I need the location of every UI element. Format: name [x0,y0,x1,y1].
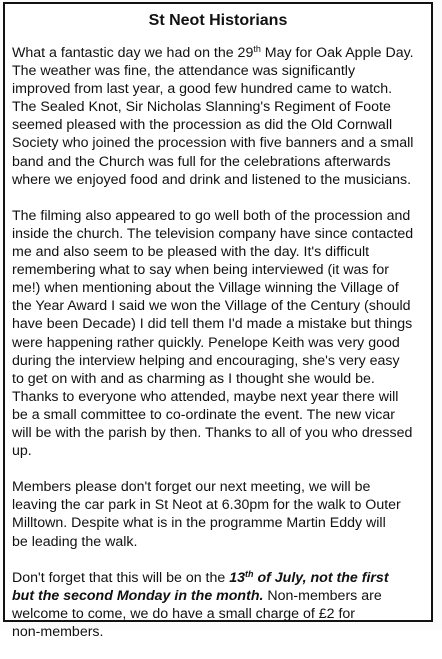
paragraph-date-reminder [12,569,430,641]
text-line: Society who joined the procession with five banners and a small [12,135,414,152]
text-line: be leading the walk. [12,533,138,550]
text-line: but the second Monday in the month. Non-members are [12,587,382,604]
text-line: The filming also appeared to go well both of the procession and [12,207,411,224]
text-line: where we enjoyed food and drink and listened to the musicians. [12,171,412,188]
text-line: me and also seem to be pleased with the day. It's difficult [12,244,370,261]
text-line: up. [12,443,32,460]
text-line: band and the Church was full for the celebrations afterwards [12,153,391,170]
text-line: me!) when mentioning about the Village winning the Village of [12,280,399,297]
text-line: inside the church. The television company have since contacted [12,225,414,242]
text-line: welcome to come, we do have a small charge of £2 for [12,605,356,622]
text-line: The Sealed Knot, Sir Nicholas Slanning's Regiment of Foote [12,99,391,116]
text-line: remembering what to say when being interviewed (it was for [12,262,389,279]
paragraph-filming [12,207,430,460]
text-line: be a small committee to co-ordinate the event. The new vicar [12,406,395,423]
text-line: leaving the car park in St Neot at 6.30pm for the walk to Outer [12,497,401,514]
paragraph-oak-apple-day [12,44,430,189]
text-line: What a fantastic day we had on the 29th May for Oak Apple Day. [12,44,414,61]
text-line: Thanks to everyone who attended, maybe next year there will [12,388,399,405]
newsletter-box [3,2,433,640]
article-body [12,44,430,659]
text-line: to get on with and as charming as I thought she would be. [12,370,375,387]
text-line: Don't forget that this will be on the 13th of July, not the first [12,568,389,586]
paragraph-next-meeting [12,478,430,550]
text-line: Members please don't forget our next meeting, we will be [12,479,371,496]
text-line: will be with the parish by then. Thanks to all of you who dressed [12,424,413,441]
text-line: during the interview helping and encouraging, she's very easy [12,352,400,369]
text-line: were happening rather quickly. Penelope Keith was very good [12,334,400,351]
text-line: improved from last year, a good few hundred came to watch. [12,81,393,98]
text-line: non-members. [12,624,104,640]
page-title: St Neot Historians [148,12,288,29]
text-line: Milltown. Despite what is in the programme Martin Eddy will [12,515,386,532]
text-line: seemed pleased with the procession as did the Old Cornwall [12,117,393,134]
text-line: have been Decade) I did tell them I'd made a mistake but things [12,316,413,333]
text-line: The weather was fine, the attendance was significantly [12,63,356,80]
text-line: the Year Award I said we won the Village of the Century (should [12,298,411,315]
